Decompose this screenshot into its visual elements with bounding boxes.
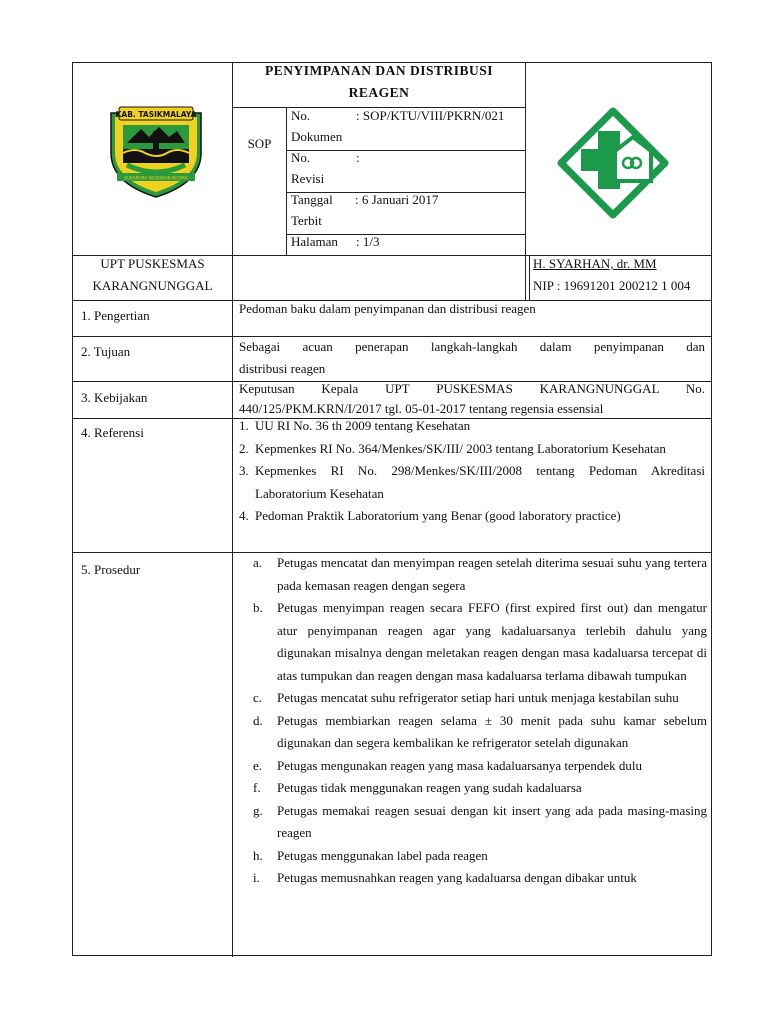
column-divider bbox=[286, 107, 287, 255]
list-item-text: Petugas membiarkan reagen selama ± 30 menit pada suhu kamar sebelum digunakan dan segera kembalikan ke refrigerator setelah digunakan bbox=[277, 712, 707, 750]
sop-document bbox=[72, 62, 712, 956]
list-item-text: Kepmenkes RI No. 298/Menkes/SK/III/2008 tentang Pedoman Akreditasi Laboratorium Kesehatan bbox=[255, 463, 705, 501]
date-value: : 6 Januari 2017 bbox=[355, 192, 439, 207]
revision-label-2: Revisi bbox=[291, 171, 325, 186]
section-label-prosedur: 5. Prosedur bbox=[81, 562, 141, 577]
list-item bbox=[233, 552, 707, 597]
list-item-marker: 3. bbox=[239, 463, 249, 478]
doc-no-label-2: Dokumen bbox=[291, 129, 343, 144]
list-item-marker: 1. bbox=[239, 418, 249, 433]
list-item-marker: d. bbox=[253, 712, 263, 728]
list-item bbox=[233, 800, 707, 845]
date-label: Tanggal bbox=[291, 192, 333, 207]
list-item-marker: a. bbox=[253, 555, 263, 570]
list-item bbox=[239, 460, 705, 505]
logo-kab-text: KAB. TASIKMALAYA bbox=[115, 110, 197, 119]
row-divider bbox=[286, 150, 525, 151]
list-item bbox=[239, 505, 705, 528]
page-value: : 1/3 bbox=[356, 234, 380, 249]
doc-no-value: : SOP/KTU/VIII/PKRN/021 bbox=[356, 108, 505, 123]
list-item bbox=[239, 415, 705, 438]
list-item-text: Petugas memakai reagen sesuai dengan kit insert yang ada pada masing-masing reagen bbox=[277, 802, 707, 840]
list-item-text: Petugas mencatat suhu refrigerator setiap hari untuk menjaga kestabilan suhu bbox=[277, 690, 679, 705]
list-item-text: Petugas menyimpan reagen secara FEFO (first expired first out) dan mengatur atur penyimpanan reagen agar yang kadaluarsanya terlebih dahulu yang digunakan misalnya dengan meletakan reagen dengan masa kadaluarsa tercepat di atas tumpukan dan reagen dengan masa kadaluarsa terlama dibawah tumpukan bbox=[277, 600, 707, 683]
head-name: H. SYARHAN, dr. MM bbox=[533, 256, 657, 271]
tujuan-text-line2: distribusi reagen bbox=[239, 361, 326, 376]
list-item-marker: g. bbox=[253, 802, 263, 818]
list-item-text: UU RI No. 36 th 2009 tentang Kesehatan bbox=[255, 418, 471, 433]
section-label-kebijakan: 3. Kebijakan bbox=[81, 390, 148, 405]
revision-colon: : bbox=[356, 150, 360, 165]
date-label-2: Terbit bbox=[291, 213, 322, 228]
org-name-line2: KARANGNUNGGAL bbox=[92, 278, 213, 293]
list-item bbox=[233, 687, 707, 710]
list-item-text: Petugas mencatat dan menyimpan reagen setelah diterima sesuai suhu yang tertera pada kemasan reagen dengan segera bbox=[277, 555, 707, 593]
section-label-tujuan: 2. Tujuan bbox=[81, 344, 131, 359]
list-item-marker: f. bbox=[253, 780, 261, 795]
list-item bbox=[233, 867, 707, 890]
page-label: Halaman bbox=[291, 234, 338, 249]
list-item bbox=[239, 438, 705, 461]
list-item-text: Petugas memusnahkan reagen yang kadaluarsa dengan dibakar untuk bbox=[277, 870, 637, 885]
logo-kab-motto: SUKAPURA NGADAUN NGORA bbox=[124, 176, 188, 182]
list-item bbox=[233, 710, 707, 755]
list-item-marker: i. bbox=[253, 870, 260, 885]
list-item bbox=[233, 777, 707, 800]
list-item-text: Pedoman Praktik Laboratorium yang Benar (good laboratory practice) bbox=[255, 508, 621, 523]
list-item-marker: c. bbox=[253, 690, 263, 705]
list-item bbox=[233, 845, 707, 868]
head-nip: NIP : 19691201 200212 1 004 bbox=[533, 278, 691, 293]
list-item-marker: 2. bbox=[239, 440, 249, 456]
column-divider bbox=[525, 63, 526, 300]
list-item-text: Petugas mengunakan reagen yang masa kadaluarsanya terpendek dulu bbox=[277, 757, 642, 773]
list-item-marker: 4. bbox=[239, 508, 249, 523]
referensi-list bbox=[239, 415, 705, 528]
list-item-text: Kepmenkes RI No. 364/Menkes/SK/III/ 2003 tentang Laboratorium Kesehatan bbox=[255, 440, 666, 456]
section-label-referensi: 4. Referensi bbox=[81, 425, 144, 440]
puskesmas-logo bbox=[557, 107, 669, 219]
list-item-text: Petugas tidak menggunakan reagen yang sudah kadaluarsa bbox=[277, 780, 582, 795]
pengertian-text: Pedoman baku dalam penyimpanan dan distribusi reagen bbox=[239, 301, 536, 316]
list-item-text: Petugas menggunakan label pada reagen bbox=[277, 847, 488, 863]
list-item-marker: e. bbox=[253, 757, 263, 773]
list-item-marker: h. bbox=[253, 847, 263, 863]
section-label-pengertian: 1. Pengertian bbox=[81, 308, 150, 323]
document-title-line2: REAGEN bbox=[348, 85, 410, 100]
prosedur-list bbox=[233, 552, 707, 890]
sop-label: SOP bbox=[247, 136, 272, 151]
org-name-line1: UPT PUSKESMAS bbox=[100, 256, 205, 271]
doc-no-label: No. bbox=[291, 108, 311, 123]
kebijakan-text-line1: Keputusan Kepala UPT PUSKESMAS KARANGNUNGGAL No. bbox=[239, 381, 705, 396]
column-divider bbox=[529, 255, 530, 301]
kabupaten-tasikmalaya-logo bbox=[105, 103, 207, 199]
tujuan-text-line1: Sebagai acuan penerapan langkah-langkah dalam penyimpanan dan bbox=[239, 339, 705, 354]
revision-label: No. bbox=[291, 150, 311, 165]
kebijakan-text-line2: 440/125/PKM.KRN/I/2017 tgl. 05-01-2017 tentang regensia essensial bbox=[239, 401, 604, 416]
document-title-line1: PENYIMPANAN DAN DISTRIBUSI bbox=[264, 63, 494, 78]
list-item-marker: b. bbox=[253, 600, 263, 615]
list-item bbox=[233, 755, 707, 778]
list-item bbox=[233, 597, 707, 687]
